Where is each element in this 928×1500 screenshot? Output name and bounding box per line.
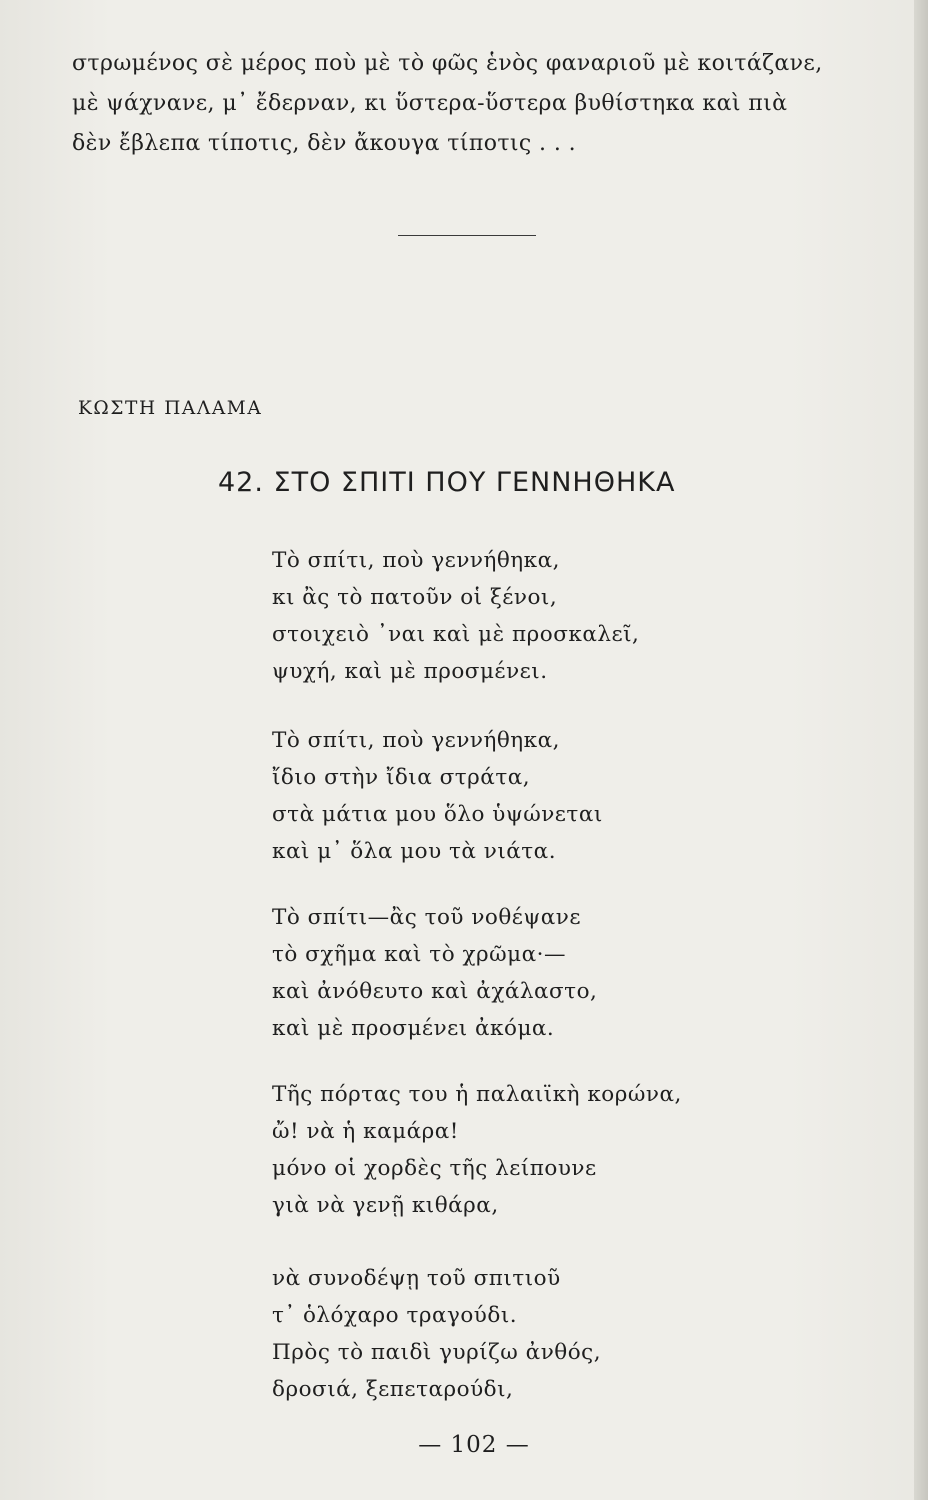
stanza-1 xyxy=(272,542,832,690)
page-number: — 102 — xyxy=(418,1432,530,1458)
poem-title: 42. ΣΤΟ ΣΠΙΤΙ ΠΟΥ ΓΕΝΝΗΘΗΚΑ xyxy=(218,467,676,498)
verse-line: Τὸ σπίτι, ποὺ γεννήθηκα, xyxy=(272,548,560,573)
stanza-2 xyxy=(272,722,832,870)
stanza-3 xyxy=(272,899,832,1047)
verse-line: κι ἂς τὸ πατοῦν οἱ ξένοι, xyxy=(272,585,558,610)
verse-line: Πρὸς τὸ παιδὶ γυρίζω ἀνθός, xyxy=(272,1340,602,1365)
verse-line: δροσιά, ξεπεταρούδι, xyxy=(272,1377,514,1402)
verse-line: στοιχειὸ ᾿ναι καὶ μὲ προσκαλεῖ, xyxy=(272,622,640,647)
verse-line: Τῆς πόρτας του ἡ παλαιϊκὴ κορώνα, xyxy=(272,1082,682,1107)
verse-line: τὸ σχῆμα καὶ τὸ χρῶμα·— xyxy=(272,942,567,967)
page-gutter-edge xyxy=(914,0,928,1500)
verse-line: ψυχή, καὶ μὲ προσμένει. xyxy=(272,659,548,684)
author-heading: ΚΩΣΤΗ ΠΑΛΑΜΑ xyxy=(78,398,263,419)
stanza-4 xyxy=(272,1076,832,1224)
section-divider xyxy=(398,235,536,236)
prose-line: στρωμένος σὲ μέρος ποὺ μὲ τὸ φῶς ἑνὸς φαναριοῦ μὲ κοιτάζανε, xyxy=(72,51,823,76)
verse-line: ἴδιο στὴν ἴδια στράτα, xyxy=(272,765,531,790)
verse-line: στὰ μάτια μου ὅλο ὑψώνεται xyxy=(272,802,603,827)
verse-line: μόνο οἱ χορδὲς τῆς λείπουνε xyxy=(272,1156,597,1181)
verse-line: ὤ! νὰ ἡ καμάρα! xyxy=(272,1119,459,1144)
stanza-5 xyxy=(272,1260,832,1408)
prose-line: μὲ ψάχνανε, μ᾿ ἔδερναν, κι ὕστερα-ὕστερα βυθίστηκα καὶ πιὰ xyxy=(72,91,788,116)
verse-line: γιὰ νὰ γενῇ κιθάρα, xyxy=(272,1193,499,1218)
verse-line: καὶ μ᾿ ὅλα μου τὰ νιάτα. xyxy=(272,839,557,864)
prose-line: δὲν ἔβλεπα τίποτις, δὲν ἄκουγα τίποτις . . . xyxy=(72,131,577,156)
verse-line: καὶ ἀνόθευτο καὶ ἀχάλαστο, xyxy=(272,979,598,1004)
verse-line: νὰ συνοδέψῃ τοῦ σπιτιοῦ xyxy=(272,1266,561,1291)
verse-line: Τὸ σπίτι—ἂς τοῦ νοθέψανε xyxy=(272,905,582,930)
verse-line: τ᾿ ὁλόχαρο τραγούδι. xyxy=(272,1303,518,1328)
verse-line: Τὸ σπίτι, ποὺ γεννήθηκα, xyxy=(272,728,560,753)
prose-continuation xyxy=(72,44,862,164)
verse-line: καὶ μὲ προσμένει ἀκόμα. xyxy=(272,1016,555,1041)
